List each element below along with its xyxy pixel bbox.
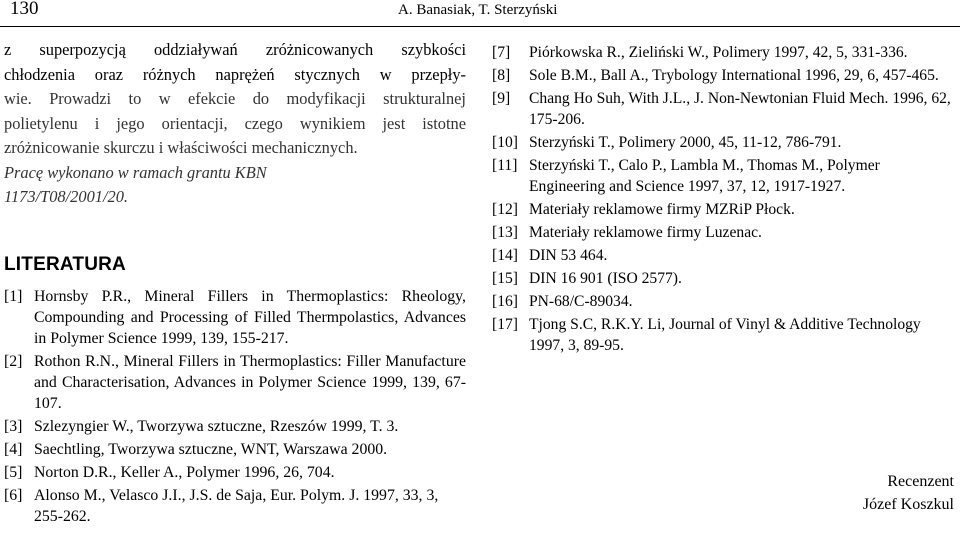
page-number: 130 [10, 0, 39, 19]
reference-number: [17] [492, 316, 518, 333]
reference-item [492, 199, 957, 220]
reference-item [492, 314, 957, 356]
body-line: z superpozycją oddziaływań zróżnicowanych szybkości [4, 40, 466, 59]
reference-number: [14] [492, 247, 518, 264]
reference-item [492, 42, 957, 63]
reference-number: [10] [492, 134, 518, 151]
reference-item [4, 462, 466, 483]
reference-text: Chang Ho Suh, With J.L., J. Non-Newtonian Fluid Mech. 1996, 62, 175-206. [529, 90, 951, 128]
body-paragraph [4, 38, 466, 210]
reference-number: [3] [4, 417, 23, 435]
reference-number: [16] [492, 293, 518, 310]
reference-item [4, 485, 466, 527]
reference-text: Alonso M., Velasco J.I., J.S. de Saja, Eur. Polym. J. 1997, 33, 3, 255-262. [34, 486, 439, 525]
reference-number: [4] [4, 440, 23, 458]
reference-number: [2] [4, 352, 23, 370]
page-header [0, 0, 960, 22]
body-line: chłodzenia oraz różnych naprężeń stycznych w przepły- [4, 64, 466, 84]
reference-item [4, 286, 466, 349]
acknowledgement-line: Pracę wykonano w ramach grantu KBN [4, 162, 267, 182]
reference-item [492, 155, 957, 197]
reference-text: DIN 16 901 (ISO 2577). [529, 270, 682, 287]
reference-item [4, 439, 466, 460]
reference-number: [8] [492, 67, 511, 84]
reference-text: Szlezyngier W., Tworzywa sztuczne, Rzeszów 1999, T. 3. [34, 417, 399, 435]
reference-item [492, 132, 957, 153]
reference-text: DIN 53 464. [529, 247, 608, 264]
reference-text: Materiały reklamowe firmy MZRiP Płock. [529, 201, 795, 218]
reference-number: [5] [4, 463, 23, 481]
reference-text: Sterzyński T., Polimery 2000, 45, 11-12, 786-791. [529, 134, 842, 151]
reference-item [4, 351, 466, 414]
reference-number: [11] [492, 157, 518, 174]
reference-text: Rothon R.N., Mineral Fillers in Thermoplastics: Filler Manufacture and Characterisation, Advances in Polymer Science 1999, 139, 67-107. [34, 352, 466, 412]
reference-number: [9] [492, 90, 511, 107]
body-line: polietylenu i jego orientacji, czego wynikiem jest istotne [4, 113, 466, 133]
body-line: wie. Prowadzi to w efekcie do modyfikacji strukturalnej [4, 89, 466, 108]
reference-number: [1] [4, 287, 23, 305]
left-column [4, 38, 466, 529]
reference-text: Sole B.M., Ball A., Trybology International 1996, 29, 6, 457-465. [529, 67, 939, 84]
reference-text: Norton D.R., Keller A., Polymer 1996, 26, 704. [34, 463, 335, 481]
reference-text: Hornsby P.R., Mineral Fillers in Thermoplastics: Rheology, Compounding and Processing of Filled Thermpolastics, Advances in Polymer Science 1999, 139, 155-217. [34, 287, 466, 347]
reference-list-left [4, 286, 466, 527]
reference-item [492, 245, 957, 266]
reference-item [492, 65, 957, 86]
reference-number: [12] [492, 201, 518, 218]
reviewer-name: Józef Koszkul [862, 496, 954, 513]
reference-number: [13] [492, 224, 518, 241]
reference-item [492, 268, 957, 289]
reference-item [492, 88, 957, 130]
reference-number: [15] [492, 270, 518, 287]
reference-list-right [492, 42, 957, 356]
reviewer-block [863, 470, 954, 516]
reviewer-label: Recenzent [887, 473, 954, 490]
references-heading: LITERATURA [4, 253, 126, 275]
acknowledgement-line: 1173/T08/2001/20. [4, 187, 129, 206]
reference-text: Piórkowska R., Zieliński W., Polimery 1997, 42, 5, 331-336. [529, 44, 908, 61]
reference-number: [7] [492, 44, 511, 61]
reference-text: Saechtling, Tworzywa sztuczne, WNT, Warszawa 2000. [34, 440, 388, 458]
reference-text: Materiały reklamowe firmy Luzenac. [529, 224, 762, 241]
reference-text: PN-68/C-89034. [529, 293, 633, 310]
running-head: A. Banasiak, T. Sterzyński [398, 2, 558, 18]
reference-item [4, 416, 466, 437]
reference-text: Sterzyński T., Calo P., Lambla M., Thomas M., Polymer Engineering and Science 1997, 37, 12, 1917-1927. [529, 157, 880, 195]
header-rule [0, 26, 960, 27]
right-column [492, 42, 957, 358]
reference-item [492, 291, 957, 312]
reference-text: Tjong S.C, R.K.Y. Li, Journal of Vinyl & Additive Technology 1997, 3, 89-95. [529, 316, 921, 354]
body-line: zróżnicowanie skurczu i właściwości mechanicznych. [4, 138, 358, 157]
reference-item [492, 222, 957, 243]
reference-number: [6] [4, 486, 23, 504]
